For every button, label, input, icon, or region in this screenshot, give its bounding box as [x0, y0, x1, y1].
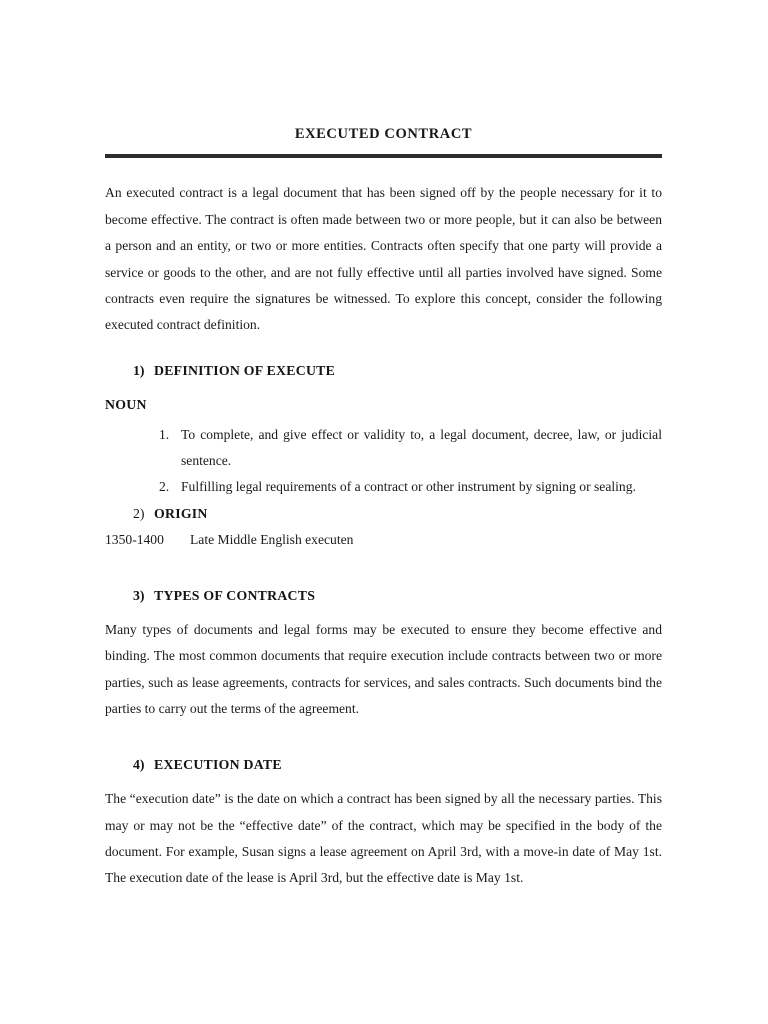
section-title: EXECUTION DATE	[154, 756, 282, 772]
section-number: 2)	[133, 505, 145, 521]
section-heading-types-of-contracts	[105, 583, 662, 609]
execution-date-paragraph: The “execution date” is the date on which a contract has been signed by all the necessary parties. This may or may not be the “effective date” of the contract, which may be specified in the body of the document. For example, Susan signs a lease agreement on April 3rd, with a move-in date of May 1st. The execution date of the lease is April 3rd, but the effective date is May 1st.	[105, 791, 662, 886]
section-number: 4)	[133, 756, 145, 772]
list-item-text: Fulfilling legal requirements of a contract or other instrument by signing or sealing.	[181, 479, 636, 495]
origin-dates: 1350-1400	[105, 532, 164, 548]
title-divider	[105, 154, 662, 158]
list-item-text: To complete, and give effect or validity to, a legal document, decree, law, or judicial sentence.	[181, 426, 662, 469]
page-title: EXECUTED CONTRACT	[294, 126, 473, 142]
section-heading-execution-date	[105, 752, 662, 778]
types-of-contracts-paragraph: Many types of documents and legal forms may be executed to ensure they become effective and binding. The most common documents that require execution include contracts between two or more parties, such as lease agreements, contracts for services, and sales contracts. Such documents bind the parties to carry out the terms of the agreement.	[105, 622, 662, 717]
section-number: 1)	[133, 362, 145, 378]
section-title: ORIGIN	[154, 505, 208, 521]
definition-list	[105, 422, 662, 501]
intro-paragraph: An executed contract is a legal document that has been signed off by the people necessary for it to become effective. The contract is often made between two or more people, but it can also be between a person and an entity, or two or more entities. Contracts often specify that one party will provide a service or goods to the other, and are not fully effective until all parties involved have signed. Some contracts even require the signatures be witnessed. To explore this concept, consider the following executed contract definition.	[105, 185, 662, 333]
section-title: DEFINITION OF EXECUTE	[154, 362, 336, 378]
section-heading-definition-of-execute	[105, 358, 662, 384]
list-item	[105, 474, 662, 500]
list-item	[105, 422, 662, 475]
section-title: TYPES OF CONTRACTS	[154, 587, 316, 603]
section-number: 3)	[133, 587, 145, 603]
list-item-number: 1.	[159, 426, 170, 442]
section-heading-origin	[105, 501, 662, 527]
part-of-speech-label: NOUN	[105, 397, 147, 413]
origin-line	[105, 527, 662, 553]
origin-etymology: Late Middle English executen	[190, 532, 354, 548]
list-item-number: 2.	[159, 479, 170, 495]
